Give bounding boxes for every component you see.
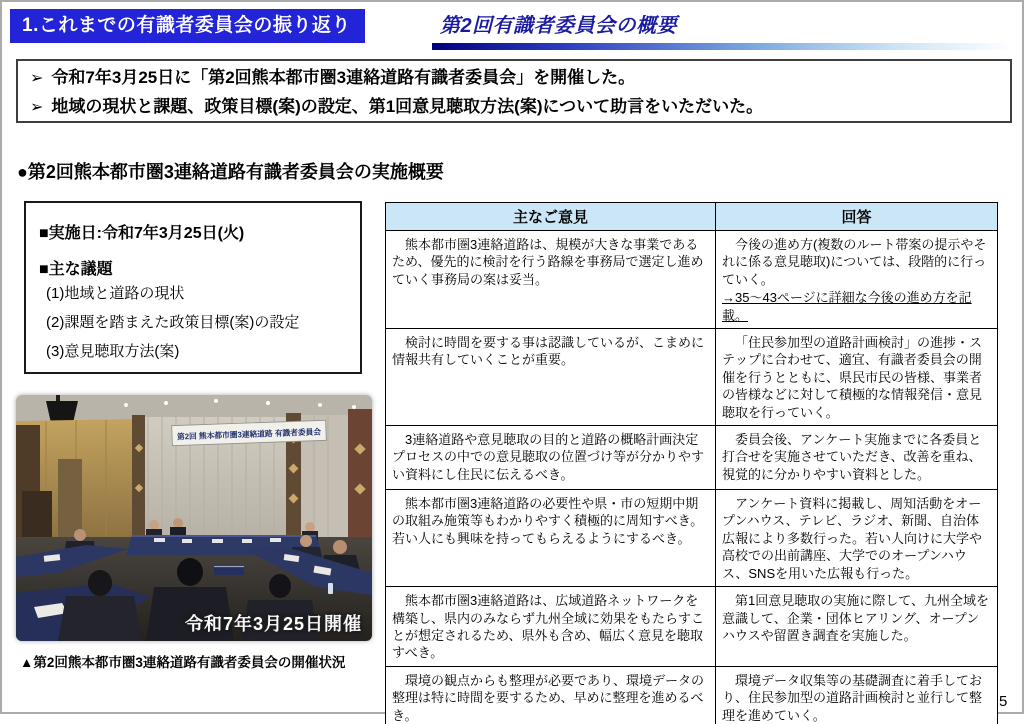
table-row bbox=[386, 490, 998, 587]
section-title-badge: 1.これまでの有識者委員会の振り返り bbox=[10, 9, 365, 43]
header-gradient-rule bbox=[432, 43, 1014, 50]
arrow-bullet-icon: ➢ bbox=[30, 99, 44, 116]
table-row bbox=[386, 231, 998, 329]
meeting-photo-graphic bbox=[16, 395, 372, 641]
table-row bbox=[386, 426, 998, 490]
answer-cell bbox=[716, 231, 998, 329]
implementation-overview-heading: ●第2回熊本都市圏3連絡道路有識者委員会の実施概要 bbox=[17, 162, 444, 182]
answer-text: アンケート資料に掲載し、周知活動をオープンハウス、テレビ、ラジオ、新聞、自治体広報により多数行った。若い人向けに大学や高校での出前講座、大学でのオープンハウス、SNSを用いた広報も行った。 bbox=[722, 496, 983, 581]
summary-bullet-line bbox=[30, 93, 998, 122]
arrow-bullet-icon: ➢ bbox=[30, 70, 44, 87]
table-header-row bbox=[386, 203, 998, 231]
table-row bbox=[386, 666, 998, 724]
topic-item: (1)地域と道路の現状 bbox=[46, 285, 185, 302]
answer-text: 「住民参加型の道路計画検討」の進捗・ステップに合わせて、適宜、有識者委員会の開催を行うとともに、県民市民の皆様、事業者の皆様などに対して積極的な情報発信・意見聴取を行っていく。 bbox=[722, 335, 983, 420]
opinion-cell bbox=[386, 426, 716, 490]
topic-item: (3)意見聴取方法(案) bbox=[46, 343, 180, 360]
table-row bbox=[386, 329, 998, 426]
opinion-text: 熊本都市圏3連絡道路は、規模が大きな事業であるため、優先的に検討を行う路線を事務局で選定し進めていく事務局の案は妥当。 bbox=[392, 237, 704, 287]
topics-heading: ■主な議題 bbox=[39, 261, 113, 278]
opinion-cell bbox=[386, 490, 716, 587]
slide-subtitle: 第2回有識者委員会の概要 bbox=[440, 15, 678, 37]
opinion-text: 環境の観点からも整理が必要であり、環境データの整理は特に時間を要するため、早めに整理を進めるべき。 bbox=[392, 672, 705, 723]
answer-cell bbox=[716, 490, 998, 587]
opinion-text: 3連絡道路や意見聴取の目的と道路の概略計画決定プロセスの中での意見聴取の位置づけ等が分かりやすい資料にし住民に伝えるべき。 bbox=[392, 432, 705, 482]
opinion-text: 熊本都市圏3連絡道路は、広域道路ネットワークを構築し、県内のみならず九州全域に効果をもたらすことが想定されるため、県外も含め、幅広く意見を聴取すべき。 bbox=[392, 593, 705, 661]
table-row bbox=[386, 587, 998, 667]
opinion-text: 検討に時間を要する事は認識しているが、こまめに情報共有していくことが重要。 bbox=[392, 335, 705, 368]
photo-banner-text: 第2回 熊本都市圏3連絡道路 有識者委員会 bbox=[176, 427, 327, 442]
photo-date-overlay: 令和7年3月25日開催 bbox=[184, 614, 362, 634]
opinions-table bbox=[385, 202, 998, 724]
photo-caption: ▲第2回熊本都市圏3連絡道路有識者委員会の開催状況 bbox=[20, 655, 346, 670]
column-header-answers: 回答 bbox=[716, 203, 998, 231]
summary-bullet-text: 地域の現状と課題、政策目標(案)の設定、第1回意見聴取方法(案)について助言をいただいた。 bbox=[51, 97, 764, 116]
topic-item: (2)課題を踏まえた政策目標(案)の設定 bbox=[46, 314, 300, 331]
answer-page-reference: →35〜43ページに詳細な今後の進め方を記載。 bbox=[722, 290, 972, 323]
answer-cell bbox=[716, 426, 998, 490]
meeting-photo bbox=[16, 395, 372, 641]
answer-text: 第1回意見聴取の実施に際して、九州全域を意識して、企業・団体ヒアリング、オープンハウスや留置き調査を実施した。 bbox=[722, 593, 989, 643]
opinion-cell bbox=[386, 666, 716, 724]
opinion-text: 熊本都市圏3連絡道路の必要性や県・市の短期中期の取組み施策等もわかりやすく積極的に周知すべき。若い人にも興味を持ってもらえるようにするべき。 bbox=[392, 496, 704, 546]
answer-text: 委員会後、アンケート実施までに各委員と打合せを実施させていただき、改善を重ね、視覚的に分かりやすい資料とした。 bbox=[722, 432, 982, 482]
summary-bullet-line bbox=[30, 64, 998, 93]
summary-box bbox=[16, 59, 1012, 123]
meeting-date-line: ■実施日:令和7年3月25日(火) bbox=[39, 225, 245, 242]
answer-text: 今後の進め方(複数のルート帯案の提示やそれに係る意見聴取)については、段階的に行っていく。 bbox=[722, 237, 987, 287]
opinion-cell bbox=[386, 231, 716, 329]
meeting-info-box bbox=[24, 201, 362, 374]
column-header-opinions: 主なご意見 bbox=[386, 203, 716, 231]
answer-cell bbox=[716, 587, 998, 667]
opinion-cell bbox=[386, 329, 716, 426]
summary-bullet-text: 令和7年3月25日に「第2回熊本都市圏3連絡道路有識者委員会」を開催した。 bbox=[51, 68, 636, 87]
page-number: 5 bbox=[999, 693, 1008, 710]
opinion-cell bbox=[386, 587, 716, 667]
answer-text: 環境データ収集等の基礎調査に着手しており、住民参加型の道路計画検討と並行して整理を進めていく。 bbox=[722, 672, 983, 723]
answer-cell bbox=[716, 329, 998, 426]
answer-cell bbox=[716, 666, 998, 724]
